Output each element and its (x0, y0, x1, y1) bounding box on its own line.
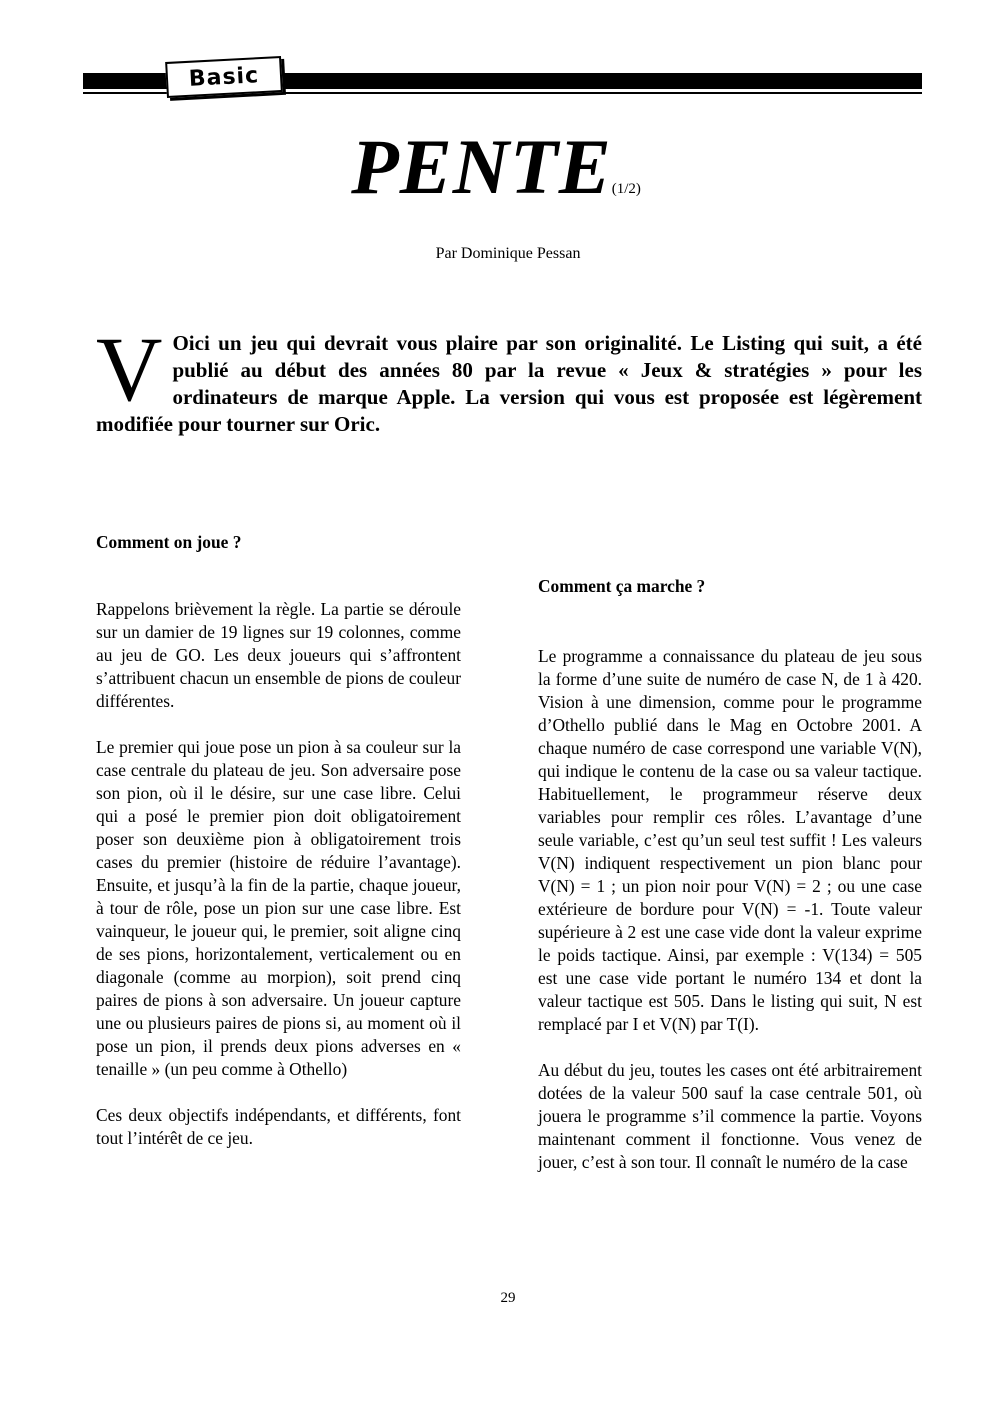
title-part: (1/2) (611, 181, 641, 197)
article-title (0, 122, 992, 212)
byline: Par Dominique Pessan (435, 245, 581, 262)
intro-paragraph (96, 318, 922, 438)
left-paragraph: Rappelons brièvement la règle. La partie se déroule sur un damier de 19 lignes sur 19 colonnes, comme au jeu de GO. Les deux joueurs qui s’affrontent s’attribuent chacun un ensemble de pions de couleur différentes. (96, 599, 461, 711)
left-paragraph: Ces deux objectifs indépendants, et différents, font tout l’intérêt de ce jeu. (96, 1105, 461, 1148)
page-number: 29 (500, 1290, 516, 1306)
intro-text: Oici un jeu qui devrait vous plaire par son originalité. Le Listing qui suit, a été publié au début des années 80 par la revue « Jeux & stratégies » pour les ordinateurs de marque Apple. La version qui vous est proposée est légèrement modifiée pour tourner sur Oric. (96, 331, 922, 436)
right-paragraph: Au début du jeu, toutes les cases ont été arbitrairement dotées de la valeur 500 sauf la case centrale 501, où jouera le programme s’il commence la partie. Voyons maintenant comment il fonctionne. Vous venez de jouer, c’est à son tour. Il connaît le numéro de la case (538, 1060, 922, 1172)
right-paragraph: Le programme a connaissance du plateau de jeu sous la forme d’une suite de numéro de case N, de 1 à 420. Vision à une dimension, comme pour le programme d’Othello publié dans le Mag en Octobre 2001. A chaque numéro de case correspond une variable V(N), qui indique le contenu de la case ou sa valeur tactique. Habituellement, le programmeur réserve deux variables pour remplir ces rôles. L’avantage d’une seule variable, c’est qu’un seul test suffit ! Les valeurs V(N) indiquent respectivement un pion blanc pour V(N) = 1 ; un pion noir pour V(N) = 2 ; ou une case extérieure de bordure pour V(N) = -1. Toute valeur supérieure à 2 est une case vide dont la valeur exprime le poids tactique. Ainsi, par exemple : V(134) = 505 est une case vide portant le numéro 134 et dont la valeur tactique est 505. Dans le listing qui suit, N est remplacé par I et V(N) par T(I). (538, 646, 922, 1034)
drop-cap: V (96, 318, 163, 420)
left-paragraph: Le premier qui joue pose un pion à sa couleur sur la case centrale du plateau de jeu. Son adversaire pose son pion, où il le désire, sur une case libre. Celui qui a posé le premier pion doit obligatoirement poser son deuxième pion à obligatoirement trois cases du premier (histoire de réduire l’avantage). Ensuite, et jusqu’à la fin de la partie, chaque joueur, à tour de rôle, pose un pion sur une case libre. Est vainqueur, le joueur qui, le premier, soit aligne cinq de ses pions, horizontalement, verticalement ou en diagonale (comme au morpion), soit prend cinq paires de pions à son adversaire. Un joueur capture une ou plusieurs paires de pions si, au moment où il pose un pion, il prends deux pions adverses en « tenaille » (un peu comme à Othello) (96, 737, 461, 1079)
left-heading: Comment on joue ? (96, 532, 242, 552)
section-tag (165, 56, 283, 98)
left-column (96, 598, 461, 1173)
right-column (538, 645, 922, 1197)
title-text: PENTE (351, 123, 612, 210)
section-tag-label: Basic (188, 62, 260, 92)
right-heading: Comment ça marche ? (538, 576, 706, 596)
